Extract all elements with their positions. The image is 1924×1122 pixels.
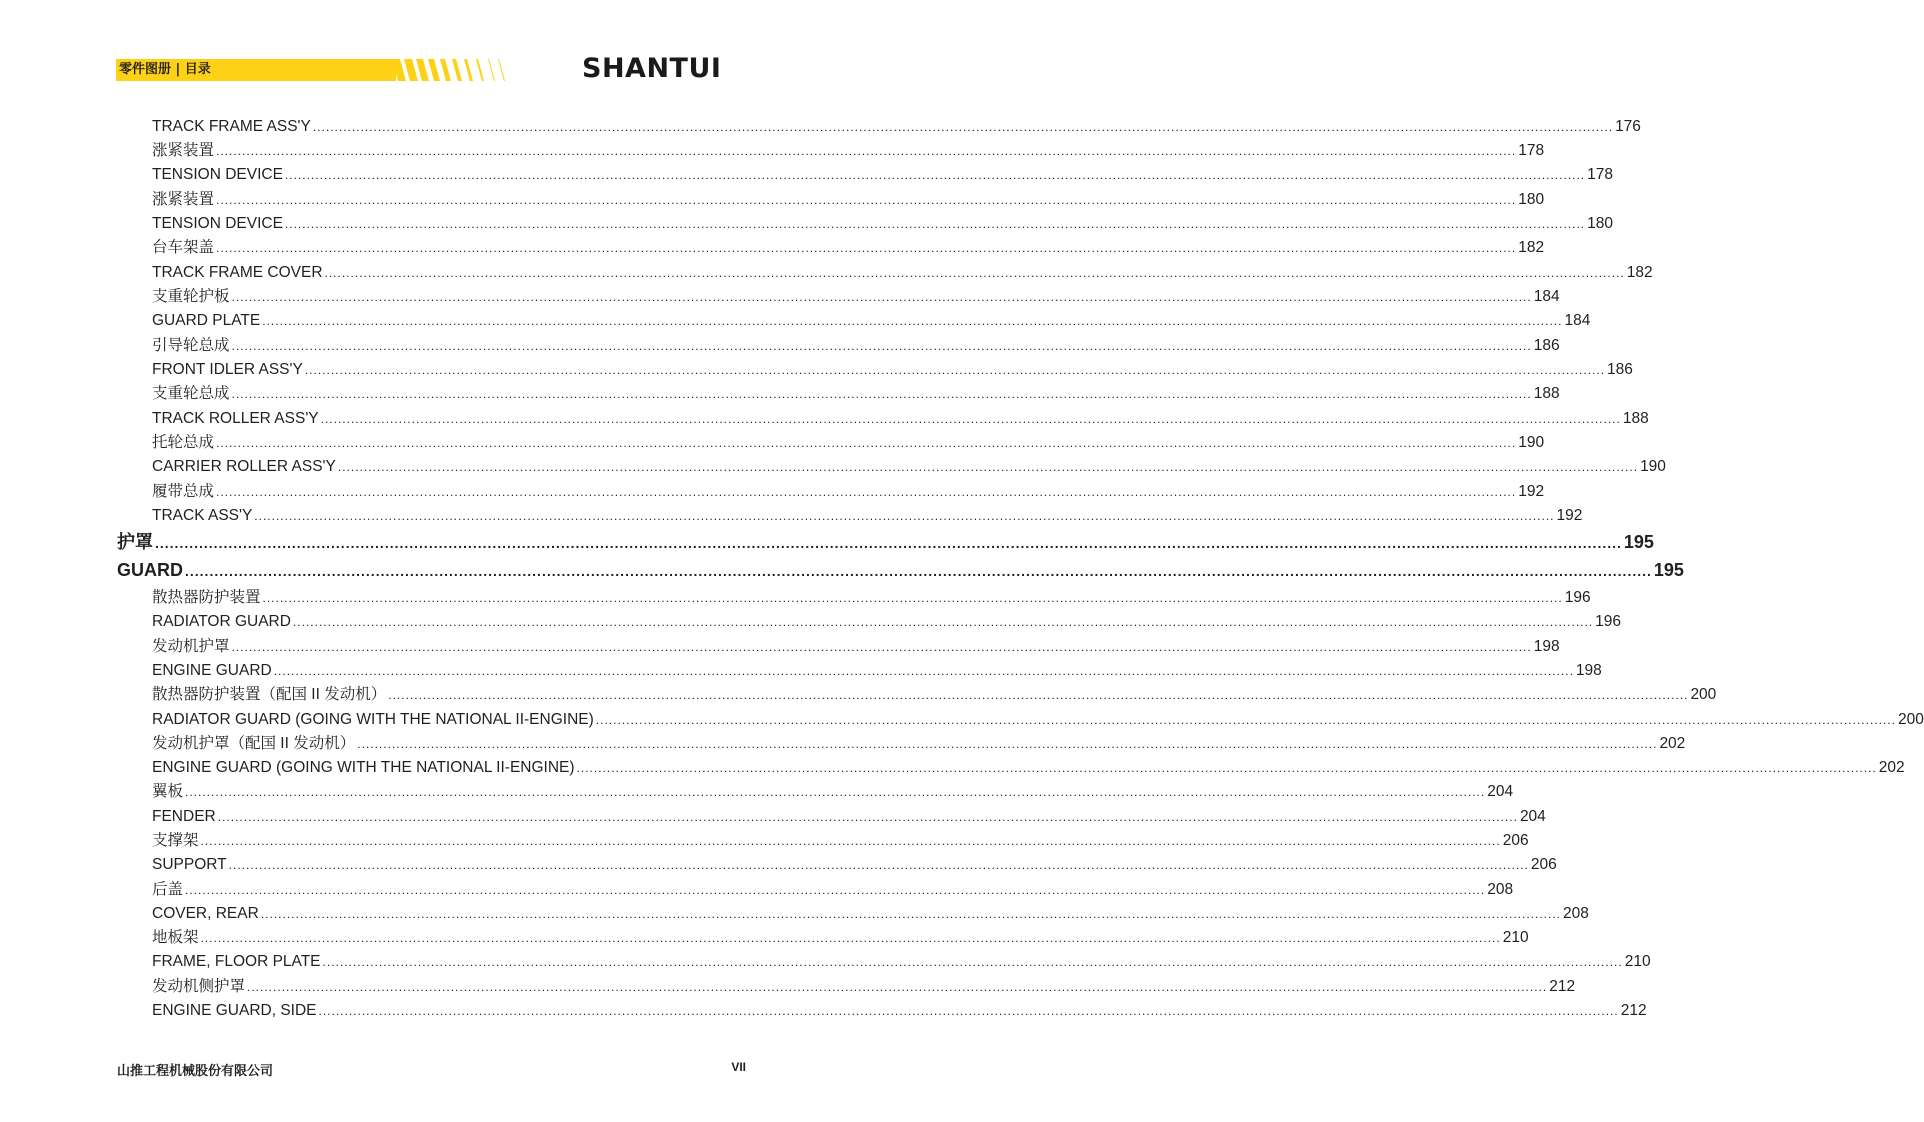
toc-entry[interactable] bbox=[152, 733, 1686, 755]
toc-entry[interactable] bbox=[152, 660, 1602, 682]
toc-entry-page: 198 bbox=[1533, 638, 1560, 655]
toc-entry-page: 200 bbox=[1690, 686, 1717, 703]
toc-entry[interactable] bbox=[152, 636, 1560, 658]
toc-entry[interactable] bbox=[152, 310, 1591, 332]
toc-entry[interactable] bbox=[152, 1000, 1647, 1022]
toc-leader-dots: ............................................................................................................................................................................................................................................................................................................ bbox=[216, 193, 1517, 207]
toc-entry-title: FRONT IDLER ASS'Y bbox=[152, 361, 303, 378]
toc-entry[interactable] bbox=[152, 237, 1545, 259]
toc-entry[interactable] bbox=[152, 757, 1905, 779]
toc-entry-title: 托轮总成 bbox=[152, 434, 215, 451]
toc-entry-page: 188 bbox=[1533, 385, 1560, 402]
toc-entry[interactable] bbox=[152, 879, 1514, 901]
shantui-logo: SHANTUI bbox=[582, 53, 722, 84]
toc-leader-dots: ............................................................................................................................................................................................................................................................................................................ bbox=[216, 485, 1517, 499]
toc-entry[interactable] bbox=[152, 951, 1651, 973]
toc-entry-page: 180 bbox=[1518, 191, 1545, 208]
toc-leader-dots: ............................................................................................................................................................................................................................................................................................................ bbox=[228, 858, 1529, 872]
toc-leader-dots: ............................................................................................................................................................................................................................................................................................................ bbox=[247, 980, 1548, 994]
toc-entry[interactable] bbox=[152, 481, 1545, 503]
toc-entry-title: 支重轮总成 bbox=[152, 385, 230, 402]
toc-entry-title: 散热器防护装置（配国 II 发动机） bbox=[152, 686, 387, 703]
toc-entry-title: SUPPORT bbox=[152, 856, 227, 873]
toc-entry[interactable] bbox=[152, 262, 1653, 284]
toc-entry-page: 178 bbox=[1587, 166, 1613, 183]
toc-entry-title: ENGINE GUARD bbox=[152, 662, 272, 679]
footer-company: 山推工程机械股份有限公司 bbox=[117, 1064, 274, 1079]
toc-entry-title: 涨紧装置 bbox=[152, 191, 215, 208]
toc-entry-page: 210 bbox=[1502, 929, 1529, 946]
toc-entry-page: 180 bbox=[1587, 215, 1613, 232]
toc-entry-title: TRACK ASS'Y bbox=[152, 507, 253, 524]
toc-entry[interactable] bbox=[152, 383, 1560, 405]
toc-entry-page: 196 bbox=[1564, 589, 1591, 606]
toc-leader-dots: ............................................................................................................................................................................................................................................................................................................ bbox=[337, 460, 1639, 474]
toc-entry-title: 支撑架 bbox=[152, 832, 199, 849]
toc-entry-title: FRAME, FLOOR PLATE bbox=[152, 953, 321, 970]
toc-leader-dots: ............................................................................................................................................................................................................................................................................................................ bbox=[217, 810, 1518, 824]
toc-entry[interactable] bbox=[152, 854, 1557, 876]
toc-leader-dots: ............................................................................................................................................................................................................................................................................................................ bbox=[262, 314, 1563, 328]
toc-entry[interactable] bbox=[152, 976, 1576, 998]
toc-entry-title: FENDER bbox=[152, 808, 216, 825]
header-stripes-icon bbox=[392, 59, 552, 81]
toc-entry[interactable] bbox=[152, 505, 1583, 527]
toc-entry-page: 186 bbox=[1607, 361, 1633, 378]
toc-entry-title: 发动机护罩 bbox=[152, 638, 230, 655]
toc-entry[interactable] bbox=[152, 927, 1529, 949]
toc-leader-dots: ............................................................................................................................................................................................................................................................................................................ bbox=[185, 563, 1652, 579]
toc-leader-dots: ............................................................................................................................................................................................................................................................................................................ bbox=[216, 241, 1517, 255]
toc-entry-page: 198 bbox=[1575, 662, 1602, 679]
toc-entry-title: 台车架盖 bbox=[152, 239, 215, 256]
toc-entry-page: 195 bbox=[1653, 560, 1684, 580]
toc-leader-dots: ............................................................................................................................................................................................................................................................................................................ bbox=[185, 785, 1486, 799]
toc-leader-dots: ............................................................................................................................................................................................................................................................................................................ bbox=[318, 1004, 1619, 1018]
toc-entry[interactable] bbox=[117, 529, 1654, 555]
toc-entry-title: GUARD PLATE bbox=[152, 312, 261, 329]
footer-page-number: VII bbox=[731, 1060, 746, 1074]
toc-entry-title: COVER, REAR bbox=[152, 905, 259, 922]
toc-leader-dots: ............................................................................................................................................................................................................................................................................................................ bbox=[216, 436, 1517, 450]
toc-entry-title: 引导轮总成 bbox=[152, 337, 230, 354]
toc-leader-dots: ............................................................................................................................................................................................................................................................................................................ bbox=[231, 339, 1532, 353]
toc-leader-dots: ............................................................................................................................................................................................................................................................................................................ bbox=[231, 290, 1532, 304]
toc-entry-title: CARRIER ROLLER ASS'Y bbox=[152, 458, 336, 475]
toc-entry-page: 210 bbox=[1624, 953, 1651, 970]
toc-leader-dots: ............................................................................................................................................................................................................................................................................................................ bbox=[231, 640, 1532, 654]
toc-leader-dots: ............................................................................................................................................................................................................................................................................................................ bbox=[576, 761, 1877, 775]
toc-leader-dots: ............................................................................................................................................................................................................................................................................................................ bbox=[185, 883, 1486, 897]
toc-entry[interactable] bbox=[152, 781, 1514, 803]
toc-leader-dots: ............................................................................................................................................................................................................................................................................................................ bbox=[284, 168, 1586, 182]
toc-entry-page: 200 bbox=[1897, 711, 1924, 728]
toc-entry[interactable] bbox=[152, 709, 1924, 731]
toc-leader-dots: ............................................................................................................................................................................................................................................................................................................ bbox=[216, 144, 1517, 158]
toc-entry[interactable] bbox=[152, 611, 1622, 633]
toc-leader-dots: ............................................................................................................................................................................................................................................................................................................ bbox=[254, 509, 1555, 523]
toc-entry[interactable] bbox=[152, 140, 1545, 162]
toc-entry-title: ENGINE GUARD (GOING WITH THE NATIONAL II-ENGINE) bbox=[152, 759, 575, 776]
toc-entry[interactable] bbox=[152, 286, 1560, 308]
toc-entry-page: 188 bbox=[1622, 410, 1649, 427]
toc-entry-page: 204 bbox=[1519, 808, 1546, 825]
toc-entry[interactable] bbox=[152, 213, 1613, 235]
toc-entry-page: 202 bbox=[1659, 735, 1686, 752]
toc-entry-title: 后盖 bbox=[152, 881, 184, 898]
toc-leader-dots: ............................................................................................................................................................................................................................................................................................................ bbox=[231, 387, 1532, 401]
toc-entry[interactable] bbox=[152, 684, 1717, 706]
toc-entry-title: ENGINE GUARD, SIDE bbox=[152, 1002, 317, 1019]
toc-entry-page: 212 bbox=[1549, 978, 1576, 995]
toc-entry-title: 发动机侧护罩 bbox=[152, 978, 246, 995]
toc-entry-page: 206 bbox=[1502, 832, 1529, 849]
toc-entry-title: TENSION DEVICE bbox=[152, 215, 283, 232]
toc-entry-title: 地板架 bbox=[152, 929, 199, 946]
toc-entry-title: 散热器防护装置 bbox=[152, 589, 261, 606]
toc-entry-title: 翼板 bbox=[152, 783, 184, 800]
toc-entry[interactable] bbox=[152, 587, 1591, 609]
toc-entry-page: 192 bbox=[1556, 507, 1583, 524]
toc-entry-page: 196 bbox=[1595, 613, 1622, 630]
toc-leader-dots: ............................................................................................................................................................................................................................................................................................................ bbox=[320, 412, 1621, 426]
toc-leader-dots: ............................................................................................................................................................................................................................................................................................................ bbox=[292, 615, 1594, 629]
toc-entry-page: 182 bbox=[1518, 239, 1545, 256]
toc-entry-page: 190 bbox=[1640, 458, 1666, 475]
toc-entry[interactable] bbox=[152, 189, 1545, 211]
toc-entry-title: RADIATOR GUARD bbox=[152, 613, 291, 630]
toc-leader-dots: ............................................................................................................................................................................................................................................................................................................ bbox=[595, 713, 1896, 727]
toc-entry-title: 支重轮护板 bbox=[152, 288, 230, 305]
toc-entry-page: 206 bbox=[1530, 856, 1557, 873]
toc-entry[interactable] bbox=[152, 830, 1529, 852]
toc-entry-page: 178 bbox=[1518, 142, 1545, 159]
toc-entry-page: 204 bbox=[1487, 783, 1514, 800]
toc-entry-title: GUARD bbox=[117, 560, 183, 580]
toc-leader-dots: ............................................................................................................................................................................................................................................................................................................ bbox=[262, 591, 1563, 605]
toc-entry-title: 履带总成 bbox=[152, 483, 215, 500]
toc-entry[interactable] bbox=[152, 335, 1560, 357]
toc-leader-dots: ............................................................................................................................................................................................................................................................................................................ bbox=[357, 737, 1658, 751]
toc-entry-title: 涨紧装置 bbox=[152, 142, 215, 159]
toc-entry-page: 192 bbox=[1518, 483, 1545, 500]
toc-entry[interactable] bbox=[152, 116, 1641, 138]
toc-leader-dots: ............................................................................................................................................................................................................................................................................................................ bbox=[200, 931, 1501, 945]
toc-entry-title: TENSION DEVICE bbox=[152, 166, 283, 183]
toc-entry-page: 186 bbox=[1533, 337, 1560, 354]
toc-leader-dots: ............................................................................................................................................................................................................................................................................................................ bbox=[155, 535, 1622, 551]
toc-entry-page: 195 bbox=[1623, 532, 1654, 552]
toc-leader-dots: ............................................................................................................................................................................................................................................................................................................ bbox=[304, 363, 1606, 377]
header-title: 零件图册 | 目录 bbox=[119, 62, 211, 77]
toc-entry[interactable] bbox=[152, 164, 1613, 186]
toc-entry[interactable] bbox=[152, 359, 1633, 381]
toc-entry-page: 184 bbox=[1564, 312, 1591, 329]
toc-entry[interactable] bbox=[152, 903, 1589, 925]
toc-leader-dots: ............................................................................................................................................................................................................................................................................................................ bbox=[388, 688, 1689, 702]
toc-entry-page: 202 bbox=[1878, 759, 1905, 776]
toc-entry-title: TRACK ROLLER ASS'Y bbox=[152, 410, 319, 427]
toc-entry-page: 190 bbox=[1518, 434, 1545, 451]
toc-entry[interactable] bbox=[152, 432, 1545, 454]
toc-leader-dots: ............................................................................................................................................................................................................................................................................................................ bbox=[260, 907, 1562, 921]
toc-entry-page: 184 bbox=[1533, 288, 1560, 305]
toc-entry-page: 182 bbox=[1626, 264, 1653, 281]
toc-entry[interactable] bbox=[117, 557, 1684, 583]
toc-entry[interactable] bbox=[152, 456, 1666, 478]
toc-leader-dots: ............................................................................................................................................................................................................................................................................................................ bbox=[312, 120, 1614, 134]
toc-entry-title: RADIATOR GUARD (GOING WITH THE NATIONAL II-ENGINE) bbox=[152, 711, 594, 728]
toc-leader-dots: ............................................................................................................................................................................................................................................................................................................ bbox=[284, 217, 1586, 231]
toc-entry-title: 发动机护罩（配国 II 发动机） bbox=[152, 735, 356, 752]
toc-entry[interactable] bbox=[152, 806, 1546, 828]
toc-entry-page: 212 bbox=[1620, 1002, 1647, 1019]
toc-leader-dots: ............................................................................................................................................................................................................................................................................................................ bbox=[324, 266, 1625, 280]
toc-entry[interactable] bbox=[152, 408, 1649, 430]
toc-entry-title: 护罩 bbox=[117, 532, 153, 552]
toc-leader-dots: ............................................................................................................................................................................................................................................................................................................ bbox=[322, 955, 1623, 969]
toc-entry-page: 208 bbox=[1487, 881, 1514, 898]
toc-entry-page: 208 bbox=[1563, 905, 1589, 922]
toc-leader-dots: ............................................................................................................................................................................................................................................................................................................ bbox=[273, 664, 1574, 678]
toc-entry-page: 176 bbox=[1615, 118, 1641, 135]
toc-leader-dots: ............................................................................................................................................................................................................................................................................................................ bbox=[200, 834, 1501, 848]
toc-entry-title: TRACK FRAME COVER bbox=[152, 264, 323, 281]
toc-entry-title: TRACK FRAME ASS'Y bbox=[152, 118, 311, 135]
